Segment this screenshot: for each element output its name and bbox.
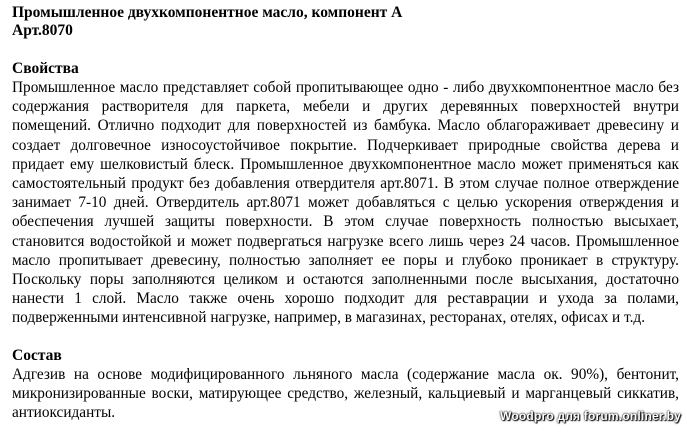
section-text-properties: Промышленное масло представляет собой пропитывающее одно - либо двухкомпонентное масло без содержания растворителя для паркета, мебели и других деревянных поверхностей внутри помещений. Отлично подходит для поверхностей из бамбука. Масло облагораживает древесину и создает долговечное износоустойчивое покрытие. Подчеркивает природные свойства дерева и придает ему шелковистый блеск. Промышленное двухкомпонентное масло может применяться как самостоятельный продукт без добавления отвердителя арт.8071. В этом случае полное отверждение занимает 7-10 дней. Отвердитель арт.8071 может добавляться с целью ускорения отверждения и обеспечения лучшей защиты поверхности. В этом случае поверхность полностью высыхает, становится водостойкой и может подвергаться нагрузке всего лишь через 24 часов. Промышленное масло пропитывает древесину, полностью заполняет ее поры и глубоко проникает в структуру. Поскольку поры заполняются целиком и остаются заполненными после высыхания, достаточно нанести 1 слой. Масло также очень хорошо подходит для реставрации и ухода за полами, подверженными интенсивной нагрузке, например, в магазинах, ресторанах, отелях, офисах и т.д. (12, 79, 679, 327)
spacer (12, 40, 679, 60)
section-heading-composition: Состав (12, 346, 62, 364)
section-text-composition: Адгезив на основе модифицированного льняного масла (содержание масла ок. 90%), бентонит, микронизированные воски, матирующее средство, железный, кальциевый и марганцевый сиккатив, антиоксиданты. (12, 365, 679, 422)
article-number: Арт.8070 (12, 22, 73, 39)
watermark-text: Woodpro для forum.onliner.by (500, 409, 681, 423)
section-heading-properties: Свойства (12, 60, 79, 77)
document-page (12, 4, 679, 422)
document-title: Промышленное двухкомпонентное масло, компонент А (12, 4, 403, 21)
spacer (12, 328, 679, 347)
